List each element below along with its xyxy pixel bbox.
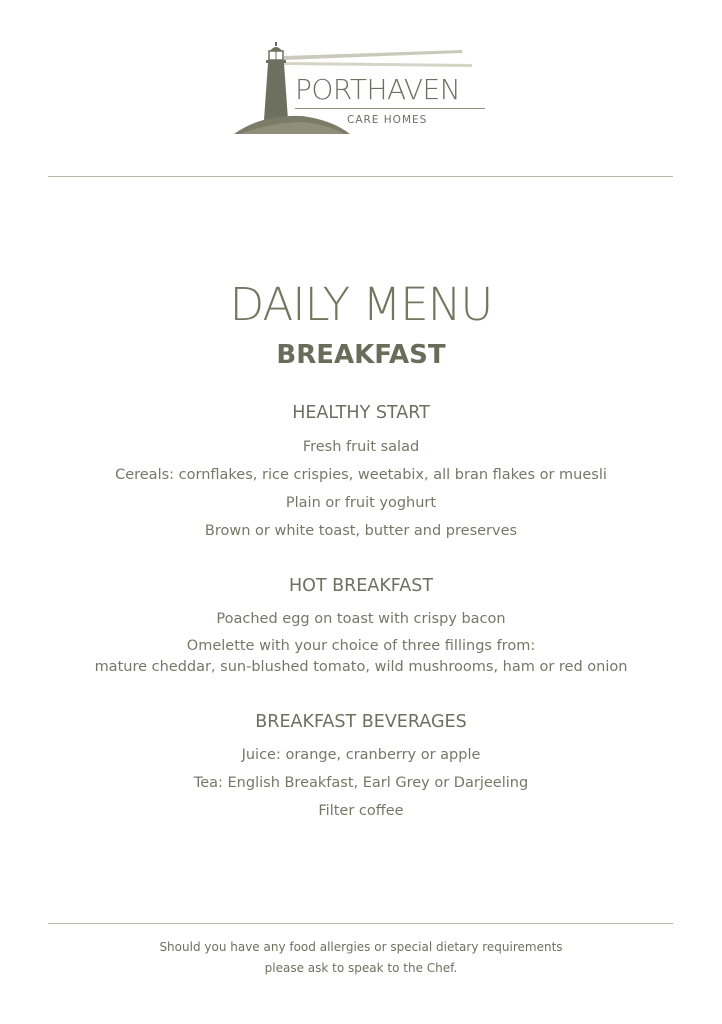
brand-divider: [295, 108, 485, 109]
brand-name: PORTHAVEN: [295, 73, 461, 106]
menu-item: Brown or white toast, butter and preserves: [204, 523, 518, 539]
section-heading-breakfast-beverages: BREAKFAST BEVERAGES: [255, 712, 467, 732]
menu-item: Fresh fruit salad: [302, 439, 420, 455]
bottom-divider: [48, 923, 673, 924]
menu-item: Plain or fruit yoghurt: [285, 495, 437, 511]
menu-item: Poached egg on toast with crispy bacon: [216, 611, 506, 627]
menu-item: Tea: English Breakfast, Earl Grey or Darjeeling: [193, 775, 529, 791]
meal-title: BREAKFAST: [276, 340, 446, 370]
footer-note-line1: Should you have any food allergies or special dietary requirements: [159, 940, 563, 954]
brand-logo: [232, 40, 492, 140]
menu-item: Filter coffee: [318, 803, 404, 819]
section-heading-healthy-start: HEALTHY START: [292, 403, 430, 423]
menu-item: Cereals: cornflakes, rice crispies, weetabix, all bran flakes or muesli: [115, 467, 607, 483]
section-heading-hot-breakfast: HOT BREAKFAST: [288, 576, 434, 596]
menu-item: mature cheddar, sun-blushed tomato, wild mushrooms, ham or red onion: [94, 659, 628, 675]
footer-note-line2: please ask to speak to the Chef.: [264, 961, 458, 975]
top-divider: [48, 176, 673, 177]
brand-subtitle: CARE HOMES: [347, 114, 428, 126]
menu-item: Omelette with your choice of three fillings from:: [186, 638, 536, 654]
menu-item: Juice: orange, cranberry or apple: [241, 747, 481, 763]
menu-title: DAILY MENU: [229, 278, 493, 331]
